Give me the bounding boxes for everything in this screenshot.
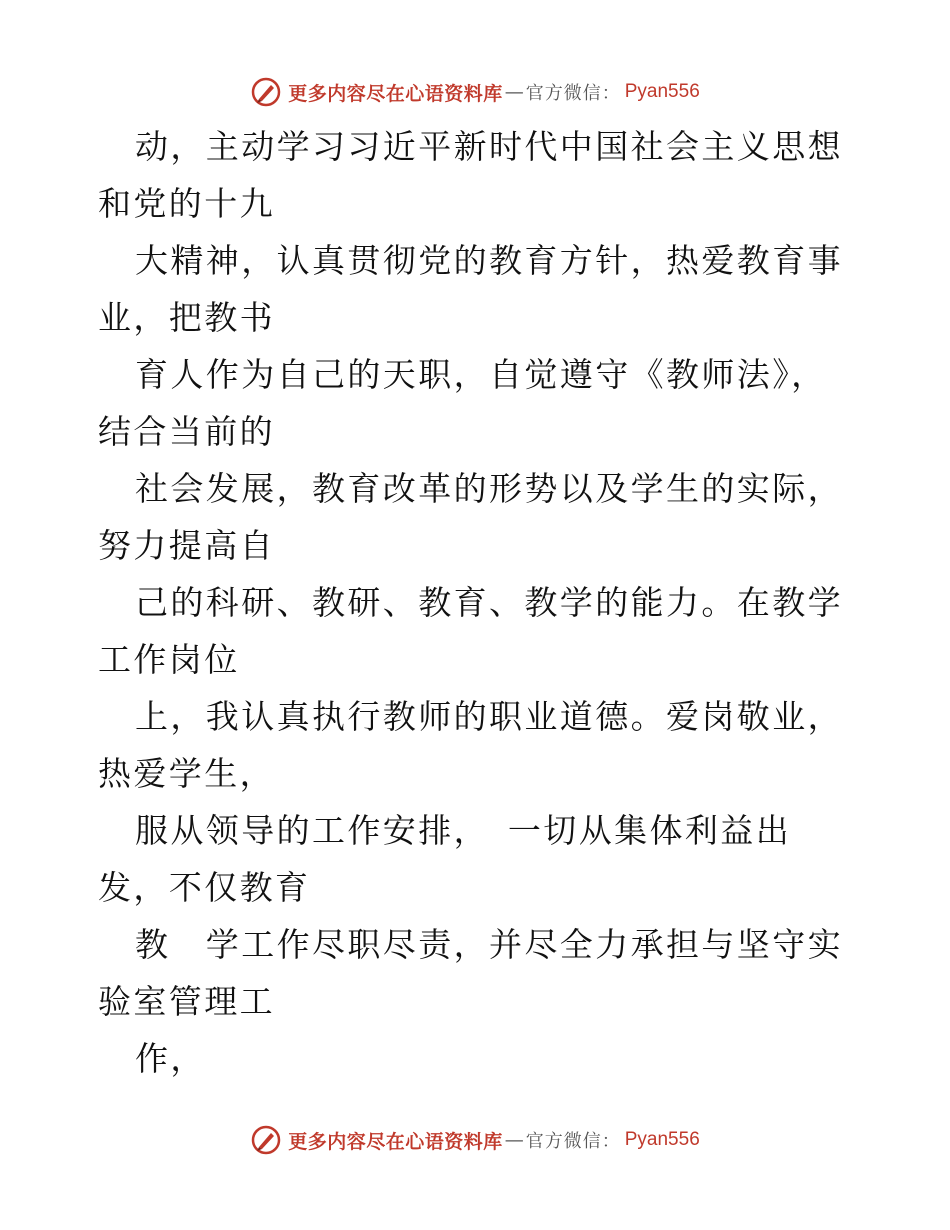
footer-watermark: [0, 1120, 950, 1160]
paragraph-2: 大精神，认真贯彻党的教育方针，热爱教育事业，把教书: [98, 241, 843, 337]
paragraph-6: 上，我认真执行教师的职业道德。爱岗敬业，热爱学生，: [98, 697, 843, 793]
pen-nib-logo-icon: [250, 1124, 282, 1156]
paragraph-8: 教 学工作尽职尽责，并尽全力承担与坚守实验室管理工: [98, 925, 843, 1021]
paragraph-5: 己的科研、教研、教育、教学的能力。在教学工作岗位: [98, 583, 843, 679]
watermark-dash: —: [504, 81, 524, 103]
paragraph-9: 作，: [135, 1039, 206, 1078]
watermark-wechat-id: Pyan556: [624, 81, 700, 102]
paragraph-7: 服从领导的工作安排， 一切从集体利益出发，不仅教育: [98, 811, 792, 907]
header-watermark: [0, 72, 950, 112]
paragraph-3: 育人作为自己的天职，自觉遵守《教师法》，结合当前的: [98, 355, 827, 451]
watermark-wechat-label: 官方微信：: [525, 83, 621, 104]
watermark-brand-text: 更多内容尽在心语资料库: [288, 1130, 503, 1153]
watermark-wechat-id: Pyan556: [624, 1129, 700, 1150]
paragraph-4: 社会发展，教育改革的形势以及学生的实际，努力提高自: [98, 469, 843, 565]
paragraph-1: 动，主动学习习近平新时代中国社会主义思想和党的十九: [98, 127, 843, 223]
watermark-wechat-label: 官方微信：: [525, 1131, 621, 1152]
document-body: [98, 118, 858, 1087]
watermark-dash: —: [504, 1129, 524, 1151]
pen-nib-logo-icon: [250, 76, 282, 108]
watermark-brand-text: 更多内容尽在心语资料库: [288, 82, 503, 105]
